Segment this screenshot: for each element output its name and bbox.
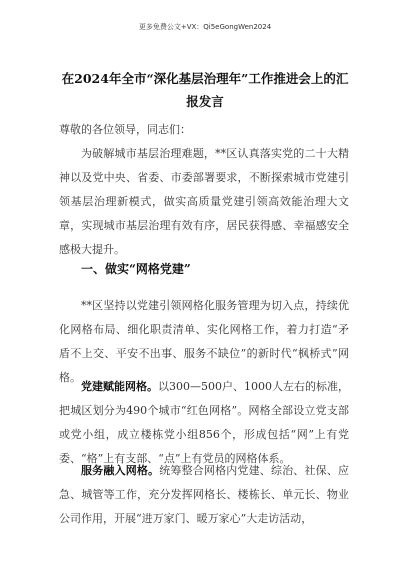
section-intro-paragraph: **区坚持以党建引领网格化服务管理为切入点，持续优化网格布局、细化职责清单、实化网格工作，着力打造“矛盾不上交、平安不出事、服务不缺位”的新时代“枫桥式”网格。 (59, 299, 349, 384)
section-heading: 一、做实“网格党建” (81, 262, 191, 276)
paragraph-body: 以300—500户、1000人左右的标准，把城区划分为490个城市“红色网格”。网格全部设立党支部或党小组，成立楼栋党小组856个，形成包括“网”上有党委、“格”上有支部、“点”上有党员的网格体系。 (59, 380, 349, 465)
header-note: 更多免费公文+VX：Qi5eGongWen2024 (138, 23, 272, 31)
paragraph-lead: 党建赋能网格。 (81, 380, 158, 393)
intro-paragraph: 为破解城市基层治理难题，**区认真落实党的二十大精神以及党中央、省委、市委部署要求，不断探索城市党建引领基层治理新模式，做实高质量党建引领高效能治理大文章，实现城市基层治理有效有序，居民获得感、幸福感安全感极大提升。 (59, 147, 349, 256)
paragraph-body: 统筹整合网格内党建、综治、社保、应急、城管等工作，充分发挥网格长、楼栋长、单元长、物业公司作用，开展“进万家门、暖万家心”大走访活动， (59, 464, 350, 525)
service-paragraph (59, 459, 349, 531)
paragraph-lead: 服务融入网格。 (81, 464, 160, 477)
document-title: 在2024年全市“深化基层治理年”工作推进会上的汇报发言 (61, 71, 349, 109)
party-building-paragraph (59, 375, 349, 471)
salutation: 尊敬的各位领导，同志们： (59, 123, 191, 136)
